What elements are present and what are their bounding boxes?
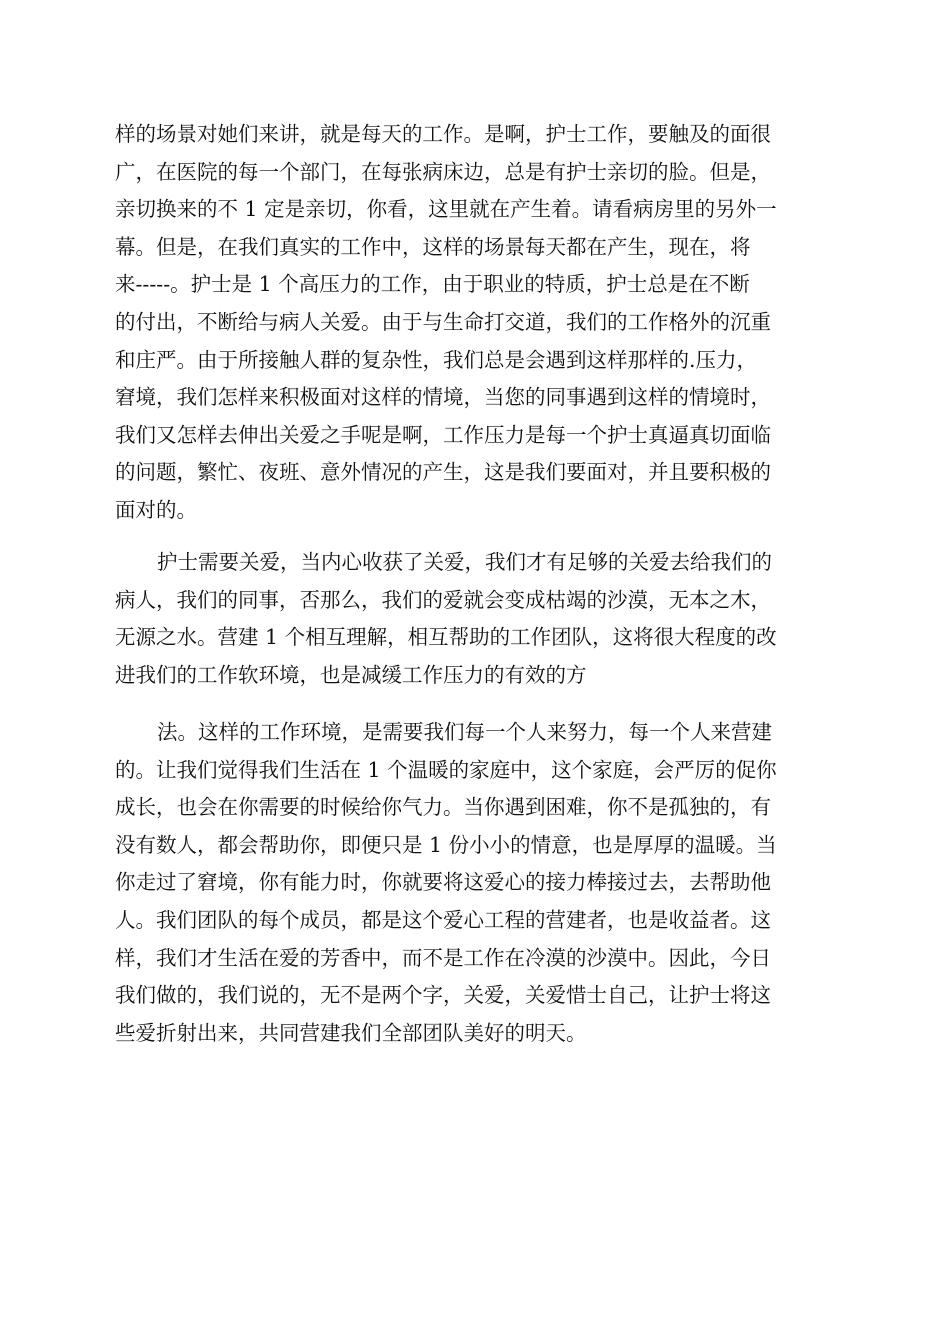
paragraph-line: 些爱折射出来，共同营建我们全部团队美好的明天。	[115, 1020, 587, 1045]
paragraph-line: 法。这样的工作环境，是需要我们每一个人来努力，每一个人来营建	[157, 720, 772, 744]
paragraph-line: 幕。但是，在我们真实的工作中，这样的场景每天都在产生，现在，将	[115, 234, 751, 259]
paragraph-line: 的。让我们觉得我们生活在 1 个温暖的家庭中，这个家庭，会严厉的促你	[115, 757, 777, 782]
paragraph-line: 进我们的工作软环境，也是减缓工作压力的有效的方	[115, 662, 587, 687]
paragraph-line: 人。我们团队的每个成员，都是这个爱心工程的营建者，也是收益者。这	[115, 907, 771, 932]
paragraph-3	[115, 714, 835, 1052]
paragraph-line: 亲切换来的不 1 定是亲切，你看，这里就在产生着。请看病房里的另外一	[115, 197, 777, 222]
paragraph-line: 面对的。	[115, 497, 197, 522]
paragraph-line: 无源之水。营建 1 个相互理解，相互帮助的工作团队，这将很大程度的改	[115, 625, 777, 650]
paragraph-line: 成长，也会在你需要的时候给你气力。当你遇到困难，你不是孤独的，有	[115, 795, 771, 820]
paragraph-line: 病人，我们的同事，否那么，我们的爱就会变成枯竭的沙漠，无本之木，	[115, 587, 771, 612]
paragraph-1	[115, 116, 835, 530]
paragraph-line: 样，我们才生活在爱的芳香中，而不是工作在冷漠的沙漠中。因此，今日	[115, 945, 771, 970]
paragraph-line: 我们又怎样去伸出关爱之手呢是啊，工作压力是每一个护士真逼真切面临	[115, 422, 771, 447]
paragraph-line: 的问题，繁忙、夜班、意外情况的产生，这是我们要面对，并且要积极的	[115, 460, 771, 485]
paragraph-line: 没有数人，都会帮助你，即便只是 1 份小小的情意，也是厚厚的温暖。当	[115, 832, 777, 857]
paragraph-line: 样的场景对她们来讲，就是每天的工作。是啊，护士工作，要触及的面很	[115, 122, 771, 146]
paragraph-line: 的付出，不断给与病人关爱。由于与生命打交道，我们的工作格外的沉重	[115, 309, 771, 334]
paragraph-line: 广，在医院的每一个部门，在每张病床边，总是有护士亲切的脸。但是，	[115, 159, 771, 184]
paragraph-line: 你走过了窘境，你有能力时，你就要将这爱心的接力棒接过去，去帮助他	[115, 870, 771, 895]
paragraph-line: 护士需要关爱，当内心收获了关爱，我们才有足够的关爱去给我们的	[157, 550, 772, 574]
paragraph-line: 我们做的，我们说的，无不是两个字，关爱，关爱惜士自己，让护士将这	[115, 983, 771, 1008]
paragraph-line: 和庄严。由于所接触人群的复杂性，我们总是会遇到这样那样的.压力，	[115, 347, 758, 372]
paragraph-line: 来-----。护士是 1 个高压力的工作，由于职业的特质，护士总是在不断	[115, 272, 750, 297]
paragraph-line: 窘境，我们怎样来积极面对这样的情境，当您的同事遇到这样的情境时，	[115, 385, 771, 410]
paragraph-2	[115, 544, 835, 694]
